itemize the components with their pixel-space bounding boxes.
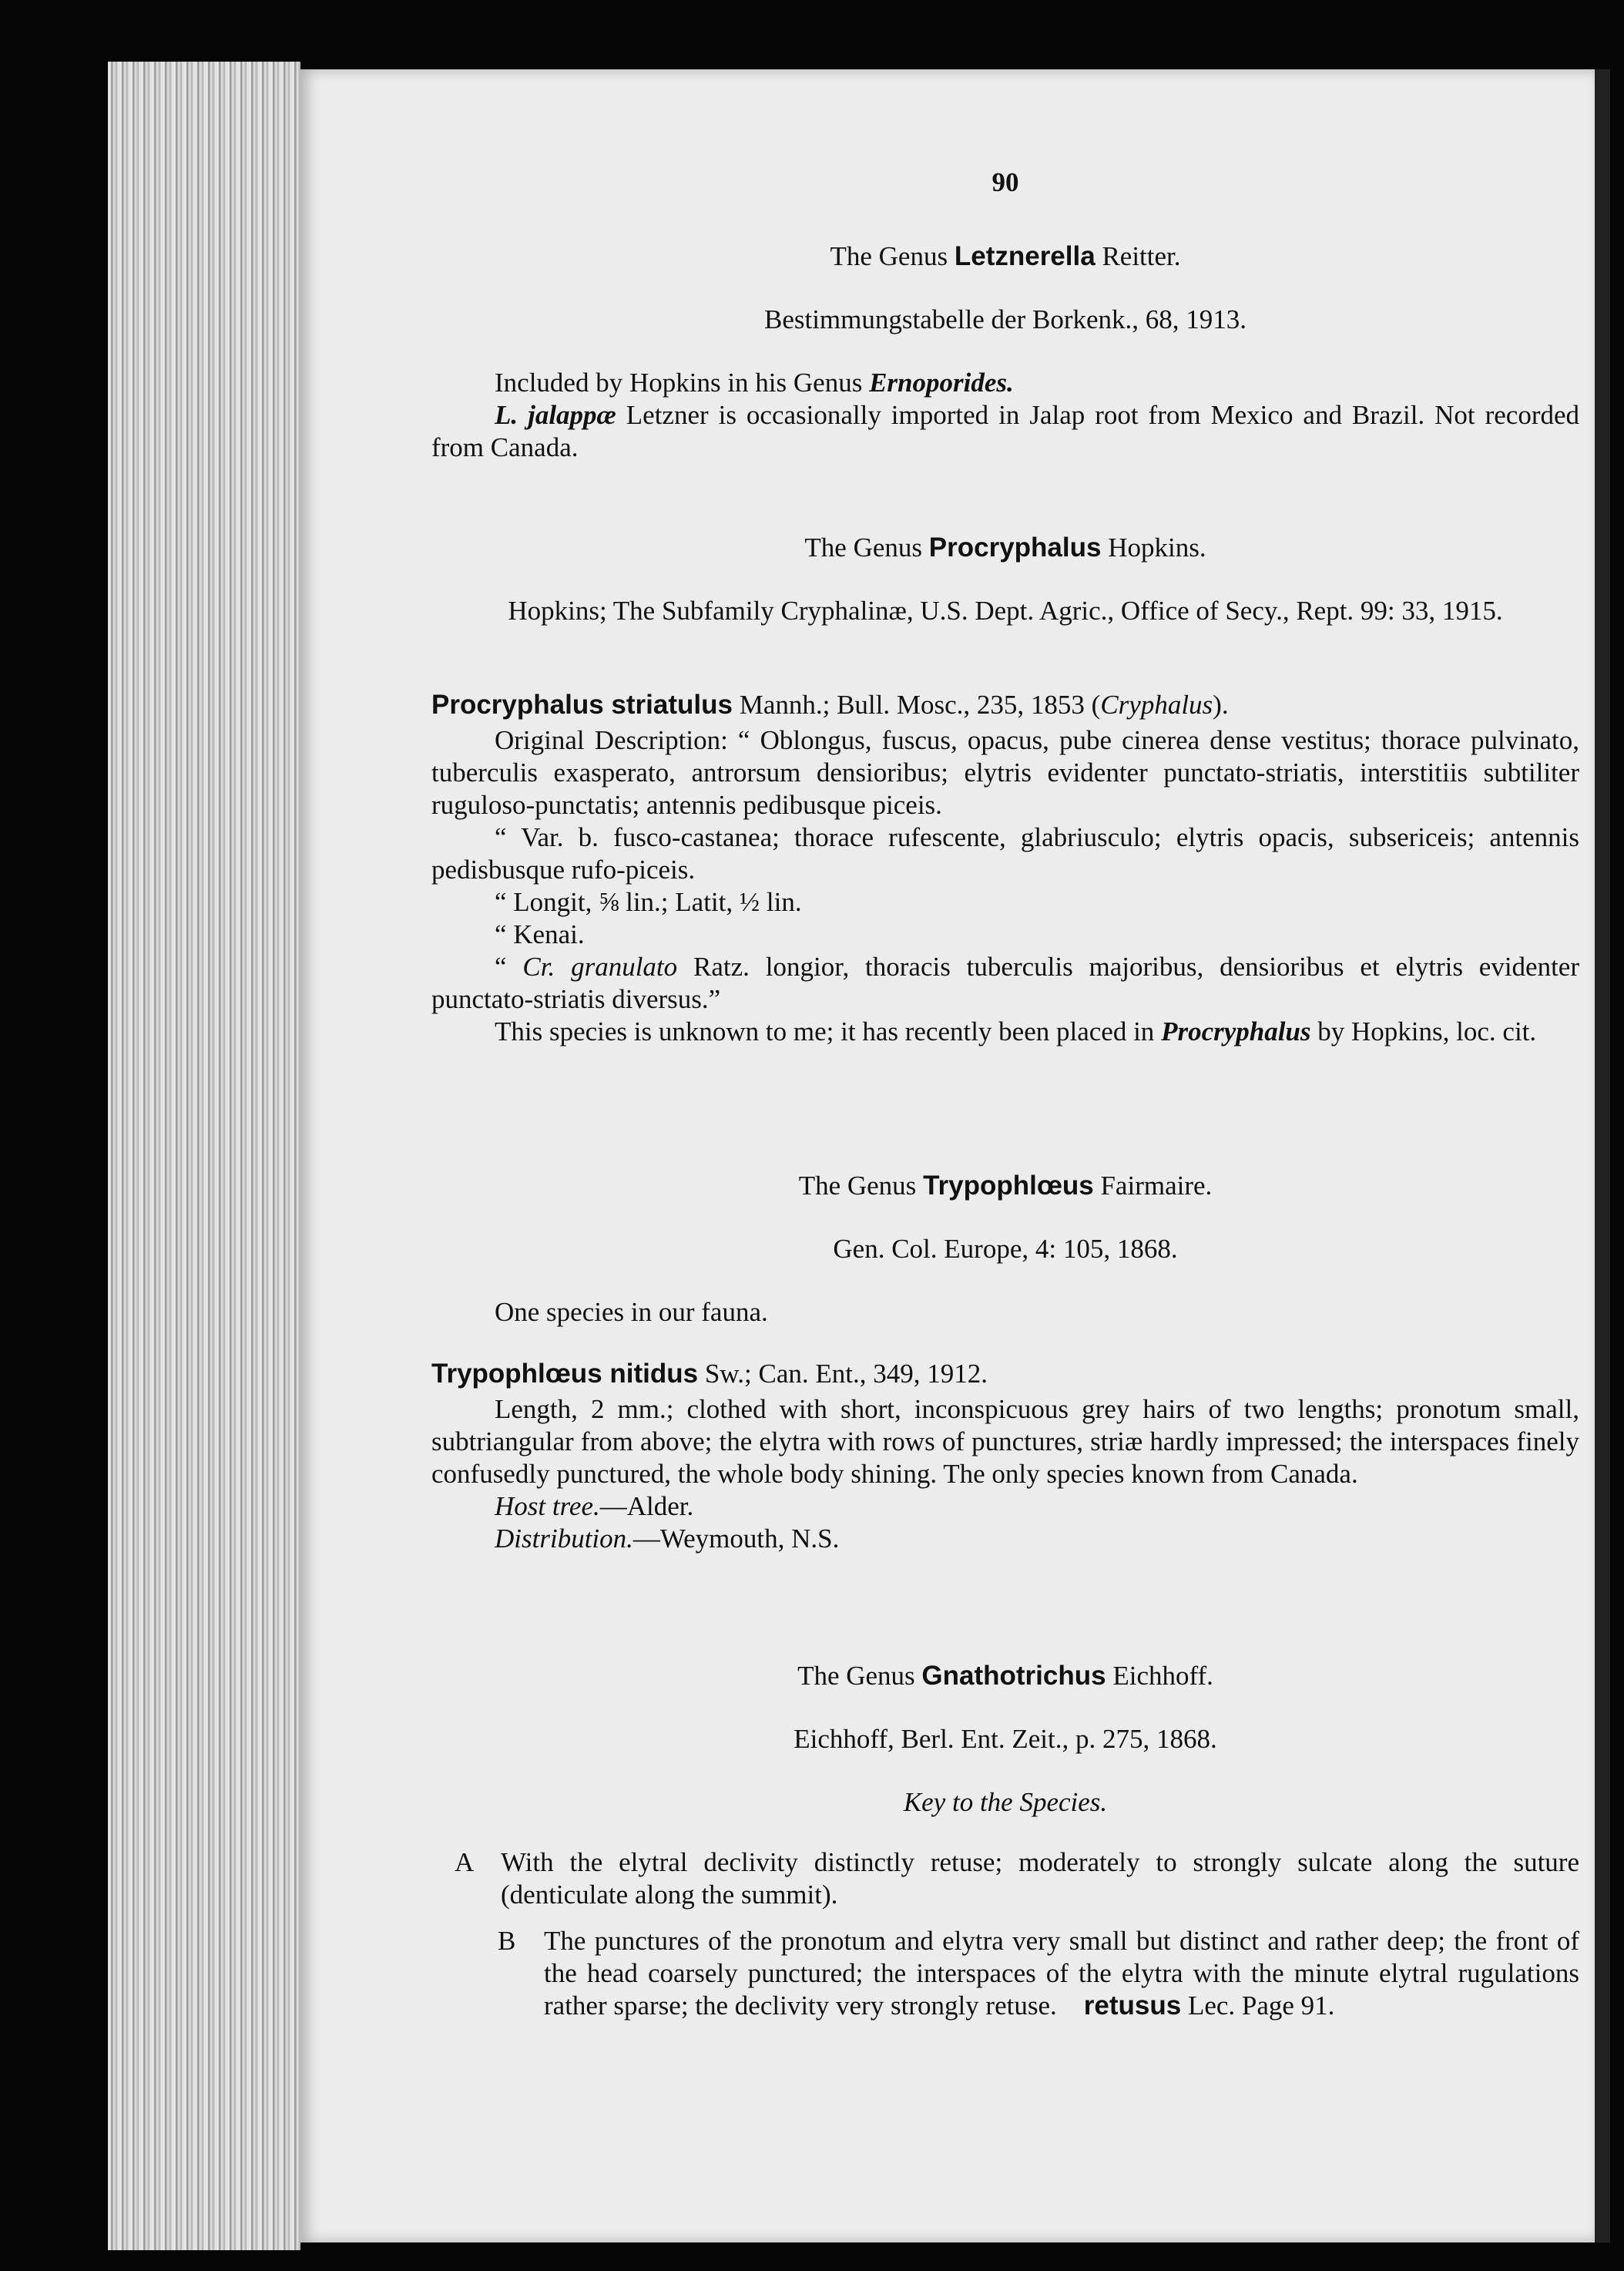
ref-gnathotrichus: Eichhoff, Berl. Ent. Zeit., p. 275, 1868. (794, 1724, 1217, 1754)
heading-gnathotrichus (431, 1660, 1579, 1692)
species-ref: Sw.; Can. Ent., 349, 1912. (698, 1359, 988, 1389)
line2-text: Letzner is occasionally imported in Jalap root from Mexico and Brazil. Not recorded from Canada. (431, 400, 1580, 462)
line1-text: Included by Hopkins in his Genus (495, 368, 870, 398)
page-number: 90 (992, 167, 1019, 197)
heading-post: Eichhoff. (1106, 1661, 1213, 1691)
distribution-label: Distribution. (495, 1524, 633, 1554)
key-text (544, 1925, 1579, 2022)
procryphalus-description (431, 724, 1579, 1048)
key-text: With the elytral declivity distinctly retuse; moderately to strongly sulcate along the suture (denticulate along the summit). (501, 1847, 1579, 1910)
heading-trypophloeus (431, 1170, 1579, 1202)
key-b-description: The punctures of the pronotum and elytra very small but distinct and rather deep; the front of the head coarsely punctured; the interspaces of the elytra with the minute elytral rugulations rather sparse; the declivity very strongly retuse. (544, 1926, 1579, 2021)
host-value: —Alder. (599, 1491, 694, 1521)
heading-pre: The Genus (798, 1171, 924, 1201)
genus-name: Trypophlœus (923, 1171, 1094, 1201)
letznerella-body (431, 367, 1579, 464)
species-ref-genus: Cryphalus (1100, 690, 1213, 720)
species-ref-end: ). (1213, 690, 1229, 720)
heading-post: Fairmaire. (1093, 1171, 1213, 1201)
key-title: Key to the Species. (903, 1787, 1108, 1817)
note-genus: Procryphalus (1161, 1016, 1311, 1046)
line2-species: L. jalappæ (495, 400, 616, 430)
key-entry-b (498, 1925, 1579, 2022)
key-entry-a (455, 1846, 1579, 1911)
page-edge-right (1595, 69, 1610, 2242)
heading-pre: The Genus (804, 532, 929, 563)
heading-letznerella (431, 240, 1579, 273)
author-note (431, 1016, 1579, 1048)
description-text: Length, 2 mm.; clothed with short, inconspicuous grey hairs of two lengths; pronotum small, subtriangular from above; the elytra with rows of punctures, striæ hardly impressed; the interspaces finely confusedly punctured, the whole body shining. The only species known from Canada. (431, 1394, 1579, 1489)
ref-letznerella: Bestimmungstabelle der Borkenk., 68, 1913. (763, 304, 1247, 334)
key-b-species: retusus (1083, 1990, 1182, 2021)
description-locality: “ Kenai. (495, 919, 585, 949)
comparison-species: Cr. granulato (522, 952, 678, 982)
comparison-text: Ratz. longior, thoracis tuberculis majoribus, densioribus et elytris evidenter punctato-striatis diversus.” (431, 952, 1580, 1014)
genus-name: Procryphalus (928, 532, 1102, 563)
trypophloeus-description (431, 1393, 1579, 1555)
key-b-reference: Lec. Page 91. (1181, 1990, 1335, 2021)
line1-genus: Ernoporides. (869, 368, 1014, 398)
heading-pre: The Genus (797, 1661, 922, 1691)
genus-name: Gnathotrichus (921, 1661, 1106, 1691)
heading-procryphalus (431, 532, 1579, 564)
page-edges-left (108, 62, 300, 2250)
species-trypophloeus (431, 1358, 1579, 1390)
species-ref: Mannh.; Bull. Mosc., 235, 1853 ( (732, 690, 1101, 720)
heading-post: Reitter. (1095, 241, 1181, 271)
note-text: This species is unknown to me; it has recently been placed in (495, 1016, 1162, 1046)
host-label: Host tree. (495, 1491, 600, 1521)
species-name: Procryphalus striatulus (431, 690, 733, 720)
distribution (431, 1523, 1579, 1555)
key-letter: B (498, 1926, 516, 1956)
quote-mark: “ (495, 952, 523, 982)
description-original: Original Description: “ Oblongus, fuscus, opacus, pube cinerea dense vestitus; thorace pulvinato, tuberculis exasperato, antrorsum densioribus; elytris evidenter punctato-striatis, interstitiis subtiliter ruguloso-punctatis; antennis pedibusque piceis. (431, 725, 1579, 820)
description-size: “ Longit, ⅝ lin.; Latit, ½ lin. (495, 887, 802, 917)
genus-name: Letznerella (954, 241, 1096, 271)
fauna-note: One species in our fauna. (495, 1297, 768, 1327)
key-letter: A (455, 1847, 475, 1877)
ref-procryphalus: Hopkins; The Subfamily Cryphalinæ, U.S. Dept. Agric., Office of Secy., Rept. 99: 33, 1915. (508, 596, 1503, 626)
description-var-b: “ Var. b. fusco-castanea; thorace rufescente, glabriusculo; elytris opacis, subsericeis; antennis pedisbusque rufo-piceis. (431, 822, 1579, 885)
species-name: Trypophlœus nitidus (431, 1359, 699, 1389)
letznerella-line2 (431, 399, 1579, 464)
heading-post: Hopkins. (1101, 532, 1206, 563)
heading-pre: The Genus (830, 241, 955, 271)
letznerella-line1 (431, 367, 1579, 399)
description-comparison (431, 951, 1579, 1016)
distribution-value: —Weymouth, N.S. (632, 1524, 840, 1554)
host-tree (431, 1490, 1579, 1523)
species-procryphalus (431, 689, 1579, 721)
ref-trypophloeus: Gen. Col. Europe, 4: 105, 1868. (833, 1234, 1178, 1264)
note-end: by Hopkins, loc. cit. (1310, 1016, 1537, 1046)
